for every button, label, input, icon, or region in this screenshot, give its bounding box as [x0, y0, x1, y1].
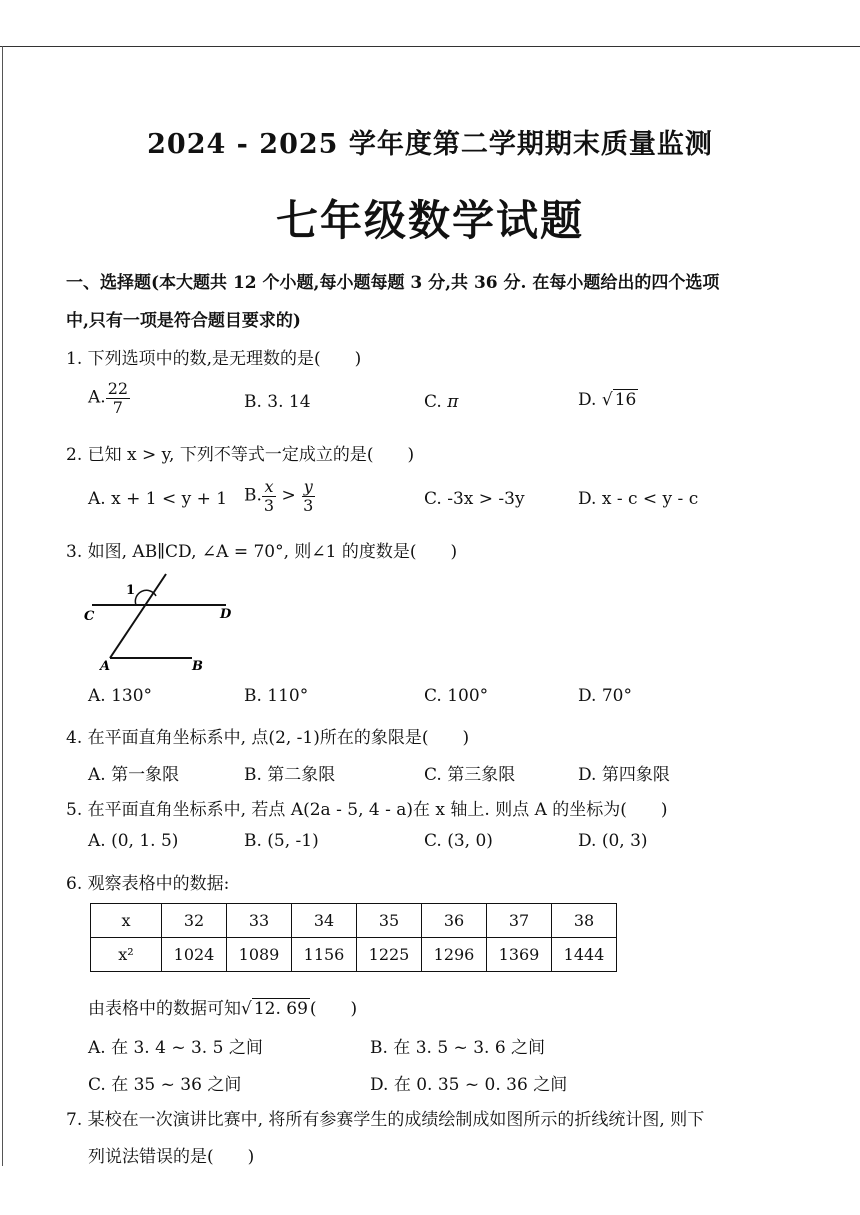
section-instructions-line1: 一、选择题(本大题共 12 个小题,每小题每题 3 分,共 36 分. 在每小题给出的四个选项 — [66, 273, 720, 293]
question-1-option-d: D. √ 16 — [578, 390, 637, 410]
parallel-lines-figure — [80, 570, 250, 675]
table-cell: 38 — [552, 904, 617, 938]
question-1-stem: 1. 下列选项中的数,是无理数的是( ) — [66, 349, 362, 369]
question-4-option-c: C. 第三象限 — [424, 765, 516, 785]
exam-header-title: 2024 - 2025 学年度第二学期期末质量监测 — [147, 129, 713, 160]
square-root: √ 16 — [601, 390, 637, 410]
question-2-stem: 2. 已知 x > y, 下列不等式一定成立的是( ) — [66, 445, 415, 465]
table-cell: x — [91, 904, 162, 938]
question-4-option-a: A. 第一象限 — [88, 765, 180, 785]
question-6-stem: 6. 观察表格中的数据: — [66, 874, 230, 894]
question-4-option-b: B. 第二象限 — [244, 765, 336, 785]
data-table — [90, 903, 617, 972]
question-7-stem-line1: 7. 某校在一次演讲比赛中, 将所有参赛学生的成绩绘制成如图所示的折线统计图, 则下 — [66, 1110, 705, 1130]
table-cell: 34 — [292, 904, 357, 938]
section-instructions-line2: 中,只有一项是符合题目要求的) — [66, 311, 301, 331]
table-row-x-squared — [91, 938, 617, 972]
question-6-option-b: B. 在 3. 5 ~ 3. 6 之间 — [370, 1038, 546, 1058]
question-6-option-a: A. 在 3. 4 ~ 3. 5 之间 — [88, 1038, 263, 1058]
exam-subject-title: 七年级数学试题 — [275, 196, 584, 245]
question-1-option-c: C. π — [424, 392, 459, 412]
table-cell: 35 — [357, 904, 422, 938]
question-3-option-b: B. 110° — [244, 686, 309, 706]
question-3-option-a: A. 130° — [88, 686, 153, 706]
question-3-stem: 3. 如图, AB∥CD, ∠A = 70°, 则∠1 的度数是( ) — [66, 542, 458, 562]
label-d: D — [220, 607, 232, 622]
table-cell: x² — [91, 938, 162, 972]
question-6-followup: 由表格中的数据可知√ 12. 69 ( ) — [88, 999, 358, 1019]
fraction: $\frac{22}{7}$ — [107, 379, 129, 417]
table-cell: 1024 — [162, 938, 227, 972]
transversal-line — [110, 574, 166, 658]
label-c: C — [84, 609, 95, 624]
fraction: $\frac{y}{3}$ — [303, 477, 314, 515]
label-b: B — [192, 659, 203, 674]
table-row-x — [91, 904, 617, 938]
table-cell: 1369 — [487, 938, 552, 972]
question-6-option-c: C. 在 35 ~ 36 之间 — [88, 1075, 242, 1095]
label-a: A — [100, 659, 111, 674]
table-cell: 1089 — [227, 938, 292, 972]
table-cell: 1296 — [422, 938, 487, 972]
question-2-option-c: C. -3x > -3y — [424, 489, 525, 509]
question-2-option-b: B. $\frac{x}{3}$ > $\frac{y}{3}$ — [244, 477, 314, 515]
question-7-stem-line2: 列说法错误的是( ) — [88, 1147, 255, 1167]
table-cell: 32 — [162, 904, 227, 938]
table-cell: 37 — [487, 904, 552, 938]
table-cell: 36 — [422, 904, 487, 938]
question-1-option-b: B. 3. 14 — [244, 392, 311, 412]
table-cell: 1225 — [357, 938, 422, 972]
question-5-option-d: D. (0, 3) — [578, 831, 648, 851]
question-5-option-c: C. (3, 0) — [424, 831, 493, 851]
question-4-stem: 4. 在平面直角坐标系中, 点(2, -1)所在的象限是( ) — [66, 728, 470, 748]
question-5-option-a: A. (0, 1. 5) — [88, 831, 179, 851]
question-5-option-b: B. (5, -1) — [244, 831, 319, 851]
fraction: $\frac{x}{3}$ — [263, 477, 275, 515]
question-3-option-c: C. 100° — [424, 686, 489, 706]
question-3-option-d: D. 70° — [578, 686, 632, 706]
question-2-option-a: A. x + 1 < y + 1 — [88, 489, 228, 509]
label-1: 1 — [126, 583, 136, 598]
table-cell: 33 — [227, 904, 292, 938]
question-1-option-a: A. $\frac{22}{7}$ — [88, 379, 129, 417]
square-root: √ 12. 69 — [241, 999, 308, 1019]
table-cell: 1444 — [552, 938, 617, 972]
page-top-rule — [0, 46, 860, 47]
question-2-option-d: D. x - c < y - c — [578, 489, 699, 509]
table-cell: 1156 — [292, 938, 357, 972]
question-6-option-d: D. 在 0. 35 ~ 0. 36 之间 — [370, 1075, 568, 1095]
question-4-option-d: D. 第四象限 — [578, 765, 670, 785]
question-5-stem: 5. 在平面直角坐标系中, 若点 A(2a - 5, 4 - a)在 x 轴上. 则点 A 的坐标为( ) — [66, 800, 668, 820]
